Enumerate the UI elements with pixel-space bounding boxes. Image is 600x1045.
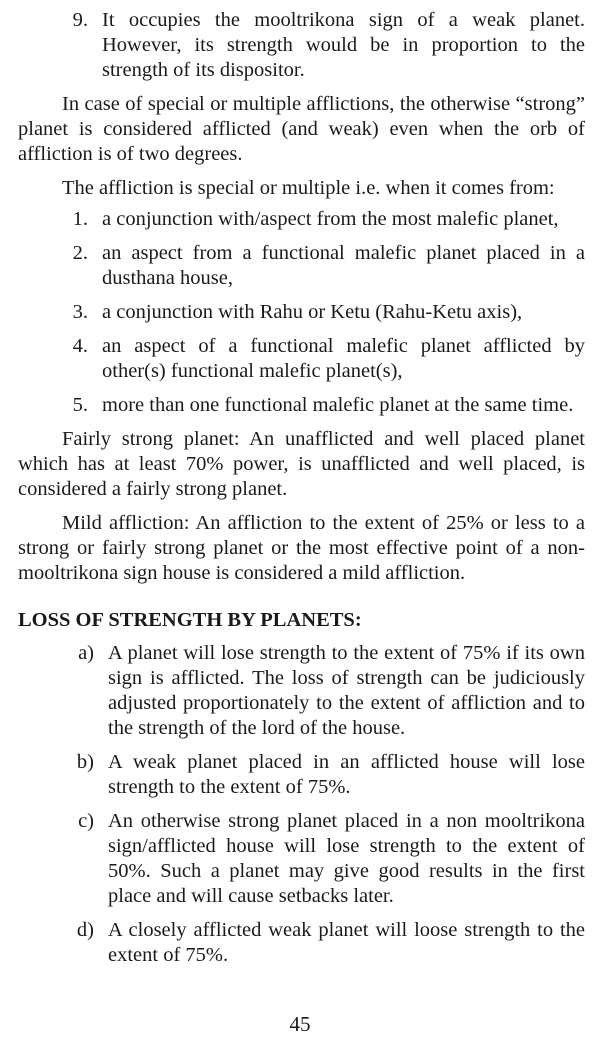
paragraph-mild-affliction: Mild affliction: An affliction to the extent of 25% or less to a strong or fairly strong planet or the most effective point of a non-mooltrikona sign house is considered a mild affliction. — [18, 512, 585, 584]
list-item — [18, 918, 585, 968]
list-text: A planet will lose strength to the extent of 75% if its own sign is afflicted. The loss of strength can be judiciously adjusted proportionately to the extent of affliction and to the strength of the lord of the house. — [108, 642, 585, 739]
page-number: 45 — [289, 1012, 311, 1036]
list-text: an aspect from a functional malefic planet placed in a dusthana house, — [102, 242, 585, 289]
affliction-list — [18, 207, 585, 418]
list-item — [18, 241, 585, 291]
list-text: A closely afflicted weak planet will loose strength to the extent of 75%. — [108, 919, 585, 966]
list-item — [18, 809, 585, 909]
section-heading: LOSS OF STRENGTH BY PLANETS: — [18, 609, 362, 631]
list-item — [18, 750, 585, 800]
list-item — [18, 334, 585, 384]
list-number: 2. — [72, 242, 88, 264]
list-text: a conjunction with/aspect from the most malefic planet, — [102, 208, 559, 230]
paragraph-special-intro: The affliction is special or multiple i.e. when it comes from: — [62, 177, 555, 199]
paragraph-afflictions: In case of special or multiple afflictions, the otherwise “strong” planet is considered afflicted (and weak) even when the orb of affliction is of two degrees. — [18, 93, 585, 165]
list-number: 3. — [72, 301, 88, 323]
list-text: A weak planet placed in an afflicted house will lose strength to the extent of 75%. — [108, 751, 585, 798]
paragraph-fairly-strong: Fairly strong planet: An unafflicted and well placed planet which has at least 70% power, is unafflicted and well placed, is considered a fairly strong planet. — [18, 428, 585, 500]
list-text: more than one functional malefic planet at the same time. — [102, 394, 574, 416]
list-item — [18, 300, 585, 325]
list-number: 5. — [72, 394, 88, 416]
list-label: d) — [76, 919, 94, 941]
list-item — [18, 641, 585, 741]
list-label: b) — [76, 751, 94, 773]
loss-list — [18, 641, 585, 968]
list-item-9 — [18, 8, 585, 83]
list-text: An otherwise strong planet placed in a non mooltrikona sign/afflicted house will lose strength to the extent of 50%. Such a planet may give good results in the first place and will cause setbacks later. — [108, 810, 585, 907]
list-label: c) — [78, 810, 94, 832]
list-number: 1. — [72, 208, 88, 230]
list-item — [18, 393, 585, 418]
list-text: a conjunction with Rahu or Ketu (Rahu-Ketu axis), — [102, 301, 523, 323]
list-label: a) — [78, 642, 94, 664]
list-text: an aspect of a functional malefic planet afflicted by other(s) functional malefic planet(s), — [102, 335, 585, 382]
list-number: 9. — [72, 9, 88, 31]
list-number: 4. — [72, 335, 88, 357]
list-item — [18, 207, 585, 232]
list-text: It occupies the mooltrikona sign of a weak planet. However, its strength would be in proportion to the strength of its dispositor. — [102, 9, 585, 81]
